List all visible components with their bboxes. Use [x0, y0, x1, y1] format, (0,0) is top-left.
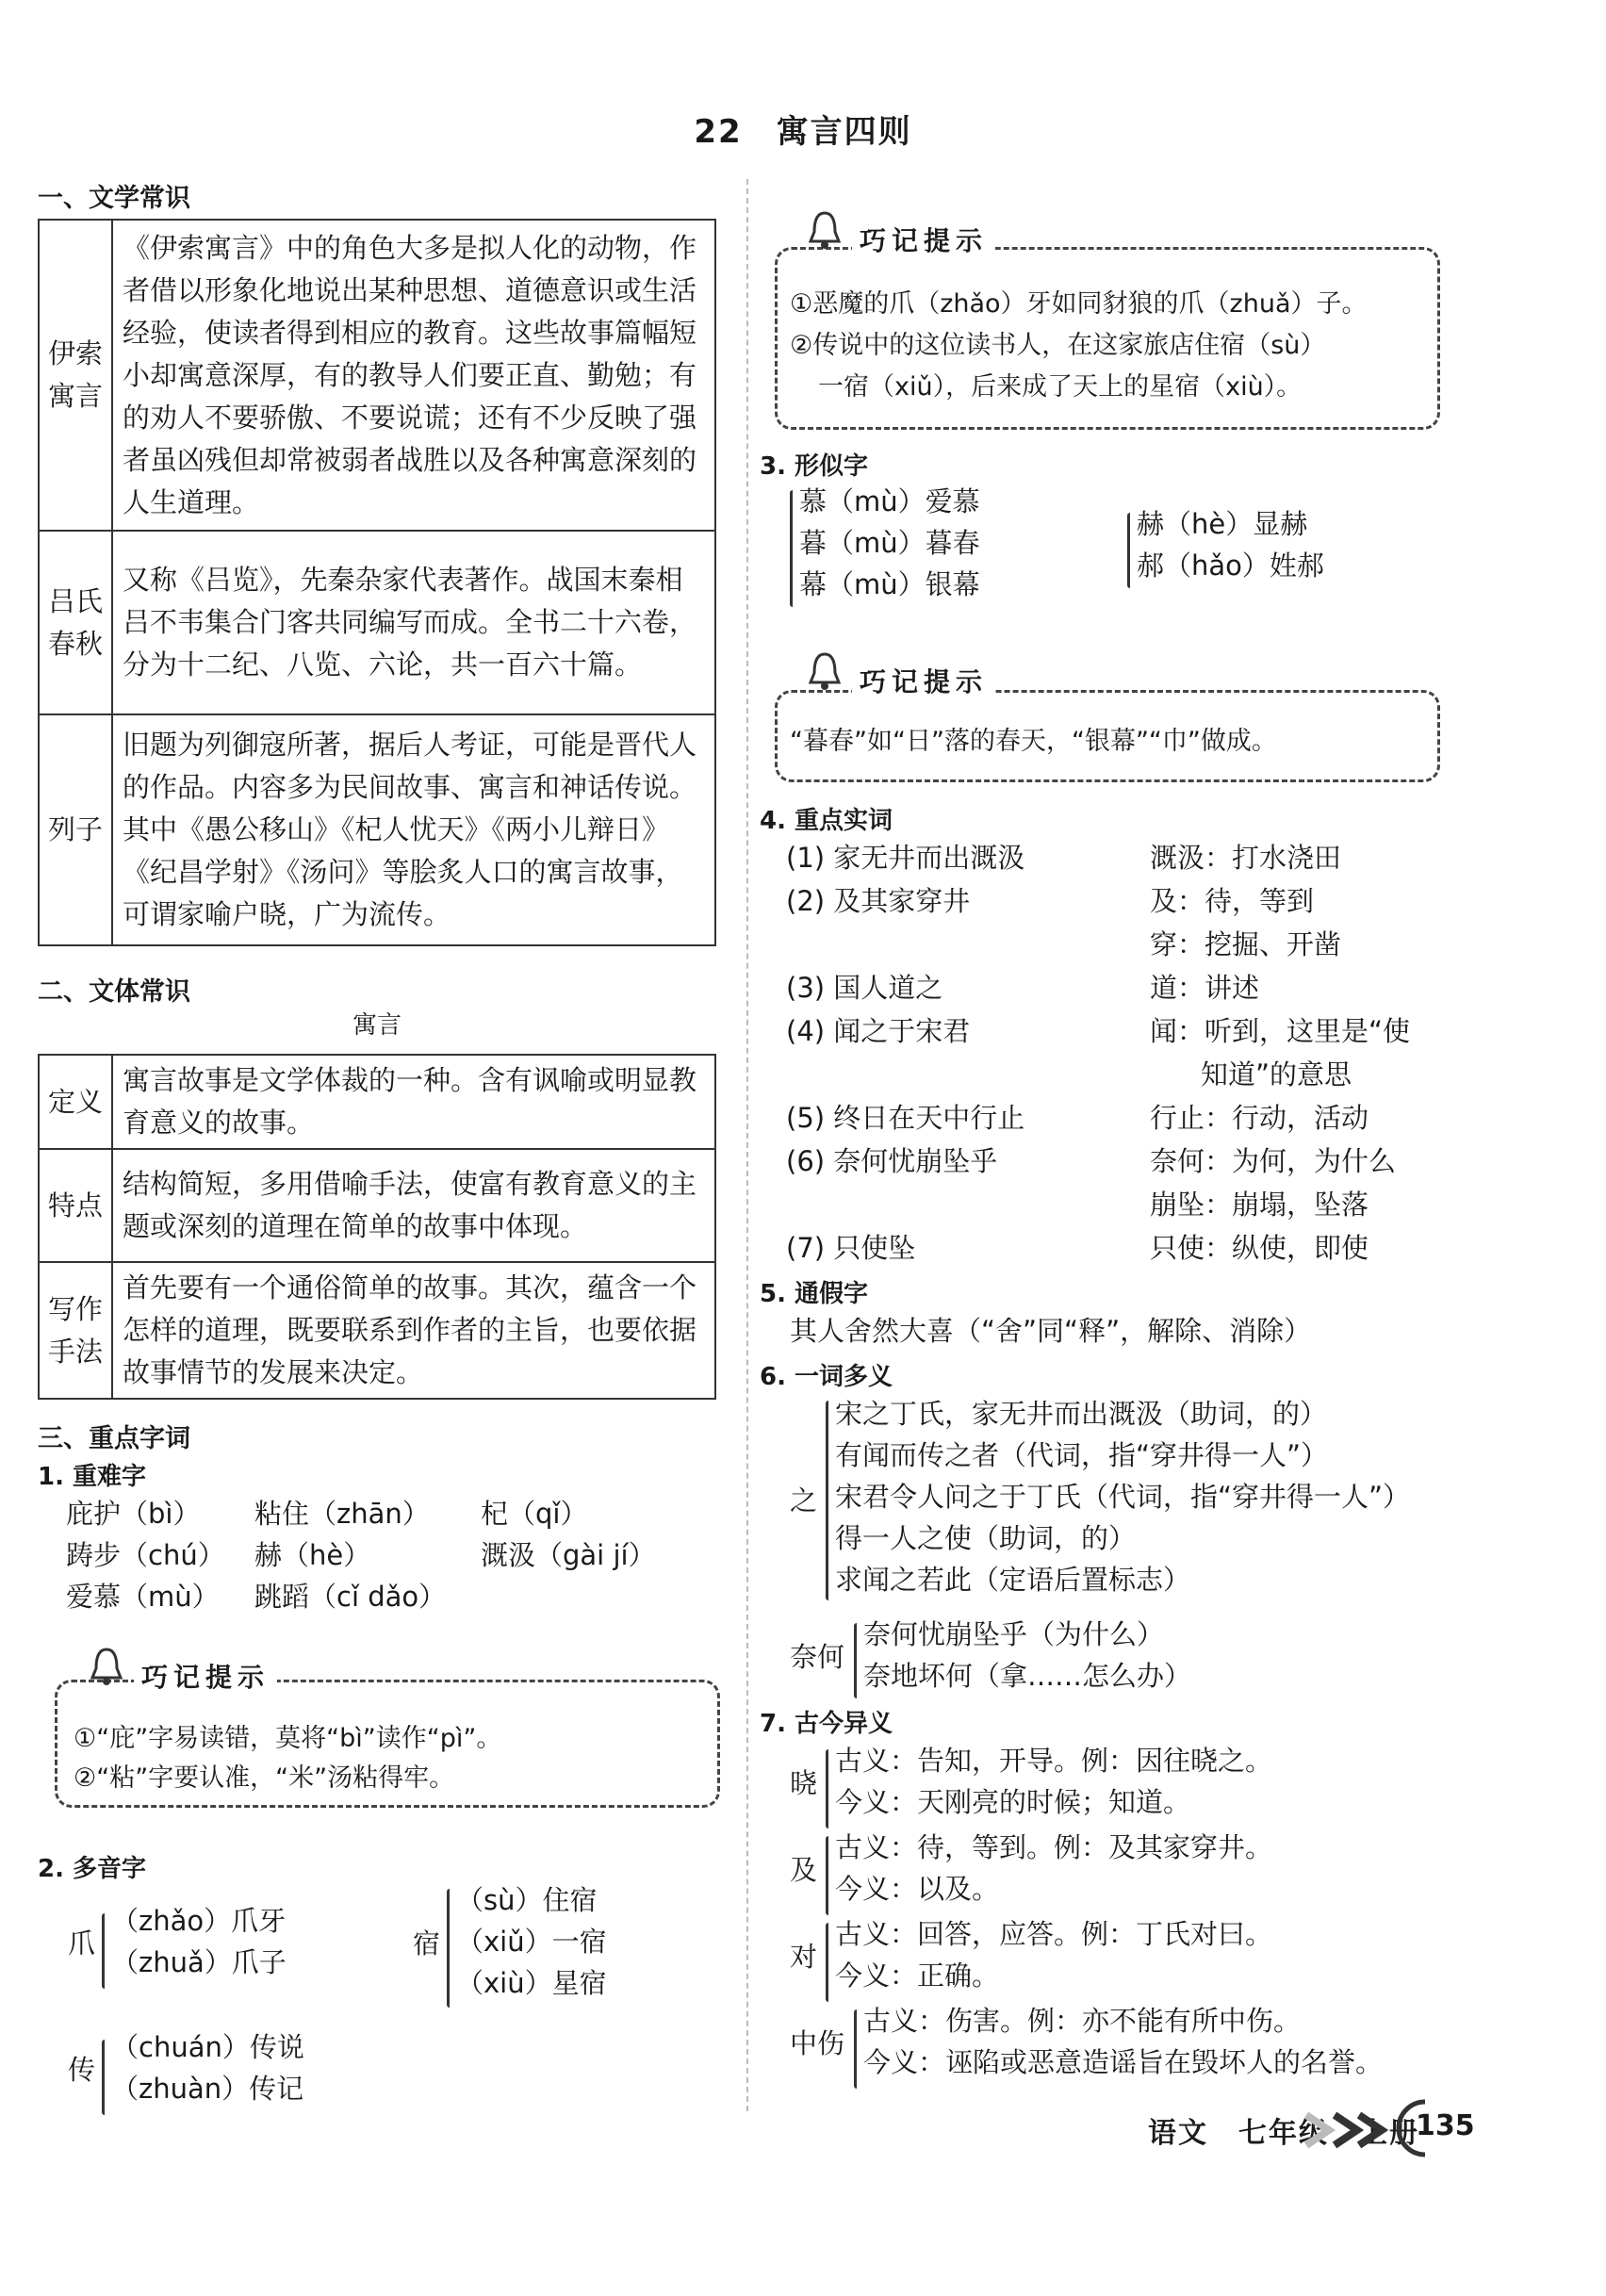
- word-item: (5) 终日在天中行止: [786, 1102, 1025, 1134]
- row-text: 《伊索寓言》中的角色大多是拟人化的动物，作者借以形象化地说出某种思想、道德意识或生活经验，使读者得到相应的教育。这些故事篇幅短小却寓意深厚，有的教导人们要正直、勤勉；有的劝人不要骄傲、不要说谎；还有不少反映了强者虽凶残但却常被弱者战胜以及各种寓意深刻的人生道理。: [112, 220, 715, 531]
- chevron-right-icon: [1301, 2107, 1391, 2153]
- brace: [102, 1913, 105, 1989]
- page-title: 22 寓言四则: [694, 113, 912, 151]
- polyphonic-heading: 2. 多音字: [38, 1855, 147, 1883]
- ancient-modern-heading: 7. 古今异义: [760, 1710, 893, 1738]
- row-text: 又称《吕览》，先秦杂家代表著作。战国末秦相吕不韦集合门客共同编写而成。全书二十六卷，分为十二纪、八览、六论，共一百六十篇。: [112, 531, 715, 714]
- gujin-item: 今义：天刚亮的时候；知道。: [835, 1786, 1191, 1818]
- loan-char-text: 其人舍然大喜（“舍”同“释”，解除、消除）: [790, 1315, 1312, 1347]
- gujin-char: 对: [790, 1941, 818, 1973]
- gujin-item: 古义：伤害。例：亦不能有所中伤。: [863, 2005, 1302, 2037]
- table-row: [39, 220, 715, 531]
- brace: [826, 1923, 828, 2002]
- gujin-item: 古义：回答，应答。例：丁氏对曰。: [835, 1918, 1273, 1950]
- poly-item: （zhuǎ）爪子: [111, 1946, 287, 1978]
- section-genre-heading: 二、文体常识: [38, 977, 190, 1007]
- row-key: 定义: [39, 1055, 112, 1149]
- similar-item: 幕（mù）银幕: [799, 568, 980, 600]
- tip-line: ①“庇”字易读错，莫将“bì”读作“pì”。: [74, 1724, 502, 1753]
- genre-caption: 寓言: [352, 1011, 402, 1040]
- brace: [854, 1623, 857, 1698]
- poly-item: （sù）住宿: [456, 1884, 598, 1916]
- table-row: [39, 1262, 715, 1399]
- polysemy-char: 奈何: [790, 1641, 845, 1673]
- gujin-item: 古义：待，等到。例：及其家穿井。: [835, 1831, 1273, 1863]
- poly-char: 宿: [413, 1927, 441, 1960]
- loan-chars-heading: 5. 通假字: [760, 1280, 869, 1308]
- gujin-item: 今义：正确。: [835, 1960, 1000, 1992]
- row-key: 特点: [39, 1149, 112, 1262]
- polysemy-item: 奈何忧崩坠乎（为什么）: [863, 1618, 1165, 1650]
- word-item: (1) 家无井而出溉汲: [786, 842, 1025, 874]
- poly-item: （zhǎo）爪牙: [111, 1905, 287, 1937]
- brace: [447, 1889, 450, 2008]
- similar-item: 赫（hè）显赫: [1137, 508, 1308, 540]
- gujin-char: 中伤: [790, 2027, 845, 2059]
- char-item: 赫（hè）: [254, 1539, 371, 1571]
- tip-line: ①恶魔的爪（zhǎo）牙如同豺狼的爪（zhuǎ）子。: [790, 289, 1368, 319]
- word-meaning: 知道”的意思: [1201, 1058, 1352, 1091]
- row-text: 结构简短，多用借喻手法，使富有教育意义的主题或深刻的道理在简单的故事中体现。: [112, 1149, 715, 1262]
- polysemy-char: 之: [790, 1484, 818, 1517]
- char-item: 溉汲（gài jí）: [481, 1539, 656, 1571]
- row-text: 寓言故事是文学体裁的一种。含有讽喻或明显教育意义的故事。: [112, 1055, 715, 1149]
- word-meaning: 只使：纵使，即使: [1150, 1232, 1369, 1264]
- char-item: 庇护（bì）: [66, 1498, 201, 1530]
- row-text: 首先要有一个通俗简单的故事。其次，蕴含一个怎样的道理，既要联系到作者的主旨，也要依据故事情节的发展来决定。: [112, 1262, 715, 1399]
- table-row: [39, 1149, 715, 1262]
- word-item: (4) 闻之于宋君: [786, 1015, 971, 1047]
- difficult-chars-heading: 1. 重难字: [38, 1463, 147, 1491]
- row-key: 吕氏春秋: [39, 531, 112, 714]
- gujin-item: 古义：告知，开导。例：因往晓之。: [835, 1745, 1273, 1777]
- row-key: 伊索寓言: [39, 220, 112, 531]
- section-keywords-heading: 三、重点字词: [38, 1424, 190, 1453]
- poly-char: 爪: [68, 1927, 96, 1960]
- row-key: 列子: [39, 714, 112, 945]
- word-meaning: 道：讲述: [1150, 972, 1260, 1004]
- table-row: [39, 714, 715, 945]
- brace: [790, 490, 793, 607]
- tip-heading: 巧记提示: [134, 1657, 277, 1695]
- poly-item: （chuán）传说: [111, 2031, 304, 2063]
- brace: [854, 2009, 857, 2089]
- poly-char: 传: [68, 2054, 96, 2086]
- column-divider: [746, 179, 748, 2111]
- similar-chars-heading: 3. 形似字: [760, 452, 869, 481]
- page-number: 135: [1416, 2109, 1475, 2142]
- char-item: 杞（qǐ）: [481, 1498, 588, 1530]
- brace: [102, 2040, 105, 2115]
- tip-line: ②传说中的这位读书人，在这家旅店住宿（sù）: [790, 331, 1326, 360]
- polysemy-item: 宋君令人问之于丁氏（代词，指“穿井得一人”）: [835, 1481, 1411, 1513]
- polysemy-item: 求闻之若此（定语后置标志）: [835, 1564, 1191, 1596]
- tip-line: “暮春”如“日”落的春天，“银幕”“巾”做成。: [790, 727, 1277, 756]
- tip-heading: 巧记提示: [852, 221, 995, 258]
- similar-item: 暮（mù）暮春: [799, 527, 980, 559]
- char-item: 跳蹈（cǐ dǎo）: [254, 1581, 447, 1613]
- gujin-char: 及: [790, 1854, 818, 1886]
- word-meaning: 溉汲：打水浇田: [1150, 842, 1342, 874]
- brace: [826, 1749, 828, 1829]
- table-row: [39, 1055, 715, 1149]
- section-literature-heading: 一、文学常识: [38, 184, 190, 213]
- char-item: 粘住（zhān）: [254, 1498, 430, 1530]
- word-item: (3) 国人道之: [786, 972, 943, 1004]
- word-item: (7) 只使坠: [786, 1232, 916, 1264]
- bell-icon: [809, 650, 841, 692]
- bell-icon: [809, 209, 841, 251]
- poly-item: （zhuàn）传记: [111, 2073, 304, 2105]
- gujin-item: 今义：以及。: [835, 1873, 1000, 1905]
- polysemy-item: 奈地坏何（拿……怎么办）: [863, 1660, 1192, 1692]
- word-meaning: 穿：挖掘、开凿: [1150, 928, 1342, 960]
- char-item: 踌步（chú）: [66, 1539, 225, 1571]
- literature-table: [38, 219, 716, 946]
- gujin-char: 晓: [790, 1767, 818, 1799]
- row-text: 旧题为列御寇所著，据后人考证，可能是晋代人的作品。内容多为民间故事、寓言和神话传说。其中《愚公移山》《杞人忧天》《两小儿辩日》《纪昌学射》《汤问》等脍炙人口的寓言故事，可谓家喻户晓，广为流传。: [112, 714, 715, 945]
- row-key: 写作手法: [39, 1262, 112, 1399]
- table-row: [39, 531, 715, 714]
- brace: [826, 1836, 828, 1915]
- word-meaning: 及：待，等到: [1150, 885, 1315, 917]
- brace: [826, 1401, 828, 1600]
- polysemy-item: 有闻而传之者（代词，指“穿井得一人”）: [835, 1439, 1329, 1471]
- word-item: (2) 及其家穿井: [786, 885, 971, 917]
- polysemy-item: 宋之丁氏，家无井而出溉汲（助词，的）: [835, 1398, 1328, 1430]
- word-meaning: 闻：听到，这里是“使: [1150, 1015, 1411, 1047]
- char-item: 爱慕（mù）: [66, 1581, 220, 1613]
- polysemy-heading: 6. 一词多义: [760, 1363, 893, 1391]
- similar-item: 郝（hǎo）姓郝: [1137, 549, 1324, 582]
- genre-table: [38, 1054, 716, 1400]
- tip-line: ②“粘”字要认准，“米”汤粘得牢。: [74, 1763, 455, 1793]
- poly-item: （xiǔ）一宿: [456, 1926, 607, 1958]
- word-item: (6) 奈何忧崩坠乎: [786, 1145, 998, 1177]
- polysemy-item: 得一人之使（助词，的）: [835, 1522, 1137, 1554]
- tip-line: 一宿（xiǔ），后来成了天上的星宿（xiù）。: [818, 372, 1303, 402]
- word-meaning: 崩坠：崩塌，坠落: [1150, 1189, 1369, 1221]
- word-meaning: 行止：行动，活动: [1150, 1102, 1369, 1134]
- gujin-item: 今义：诬陷或恶意造谣旨在毁坏人的名誉。: [863, 2046, 1384, 2078]
- poly-item: （xiù）星宿: [456, 1967, 607, 1999]
- bell-icon: [90, 1646, 123, 1687]
- key-words-heading: 4. 重点实词: [760, 807, 893, 835]
- brace: [1127, 513, 1130, 588]
- similar-item: 慕（mù）爱慕: [799, 485, 980, 517]
- footer-subject: 语文 七年级 上册: [1148, 2117, 1419, 2150]
- word-meaning: 奈何：为何，为什么: [1150, 1145, 1397, 1177]
- tip-heading: 巧记提示: [852, 662, 995, 699]
